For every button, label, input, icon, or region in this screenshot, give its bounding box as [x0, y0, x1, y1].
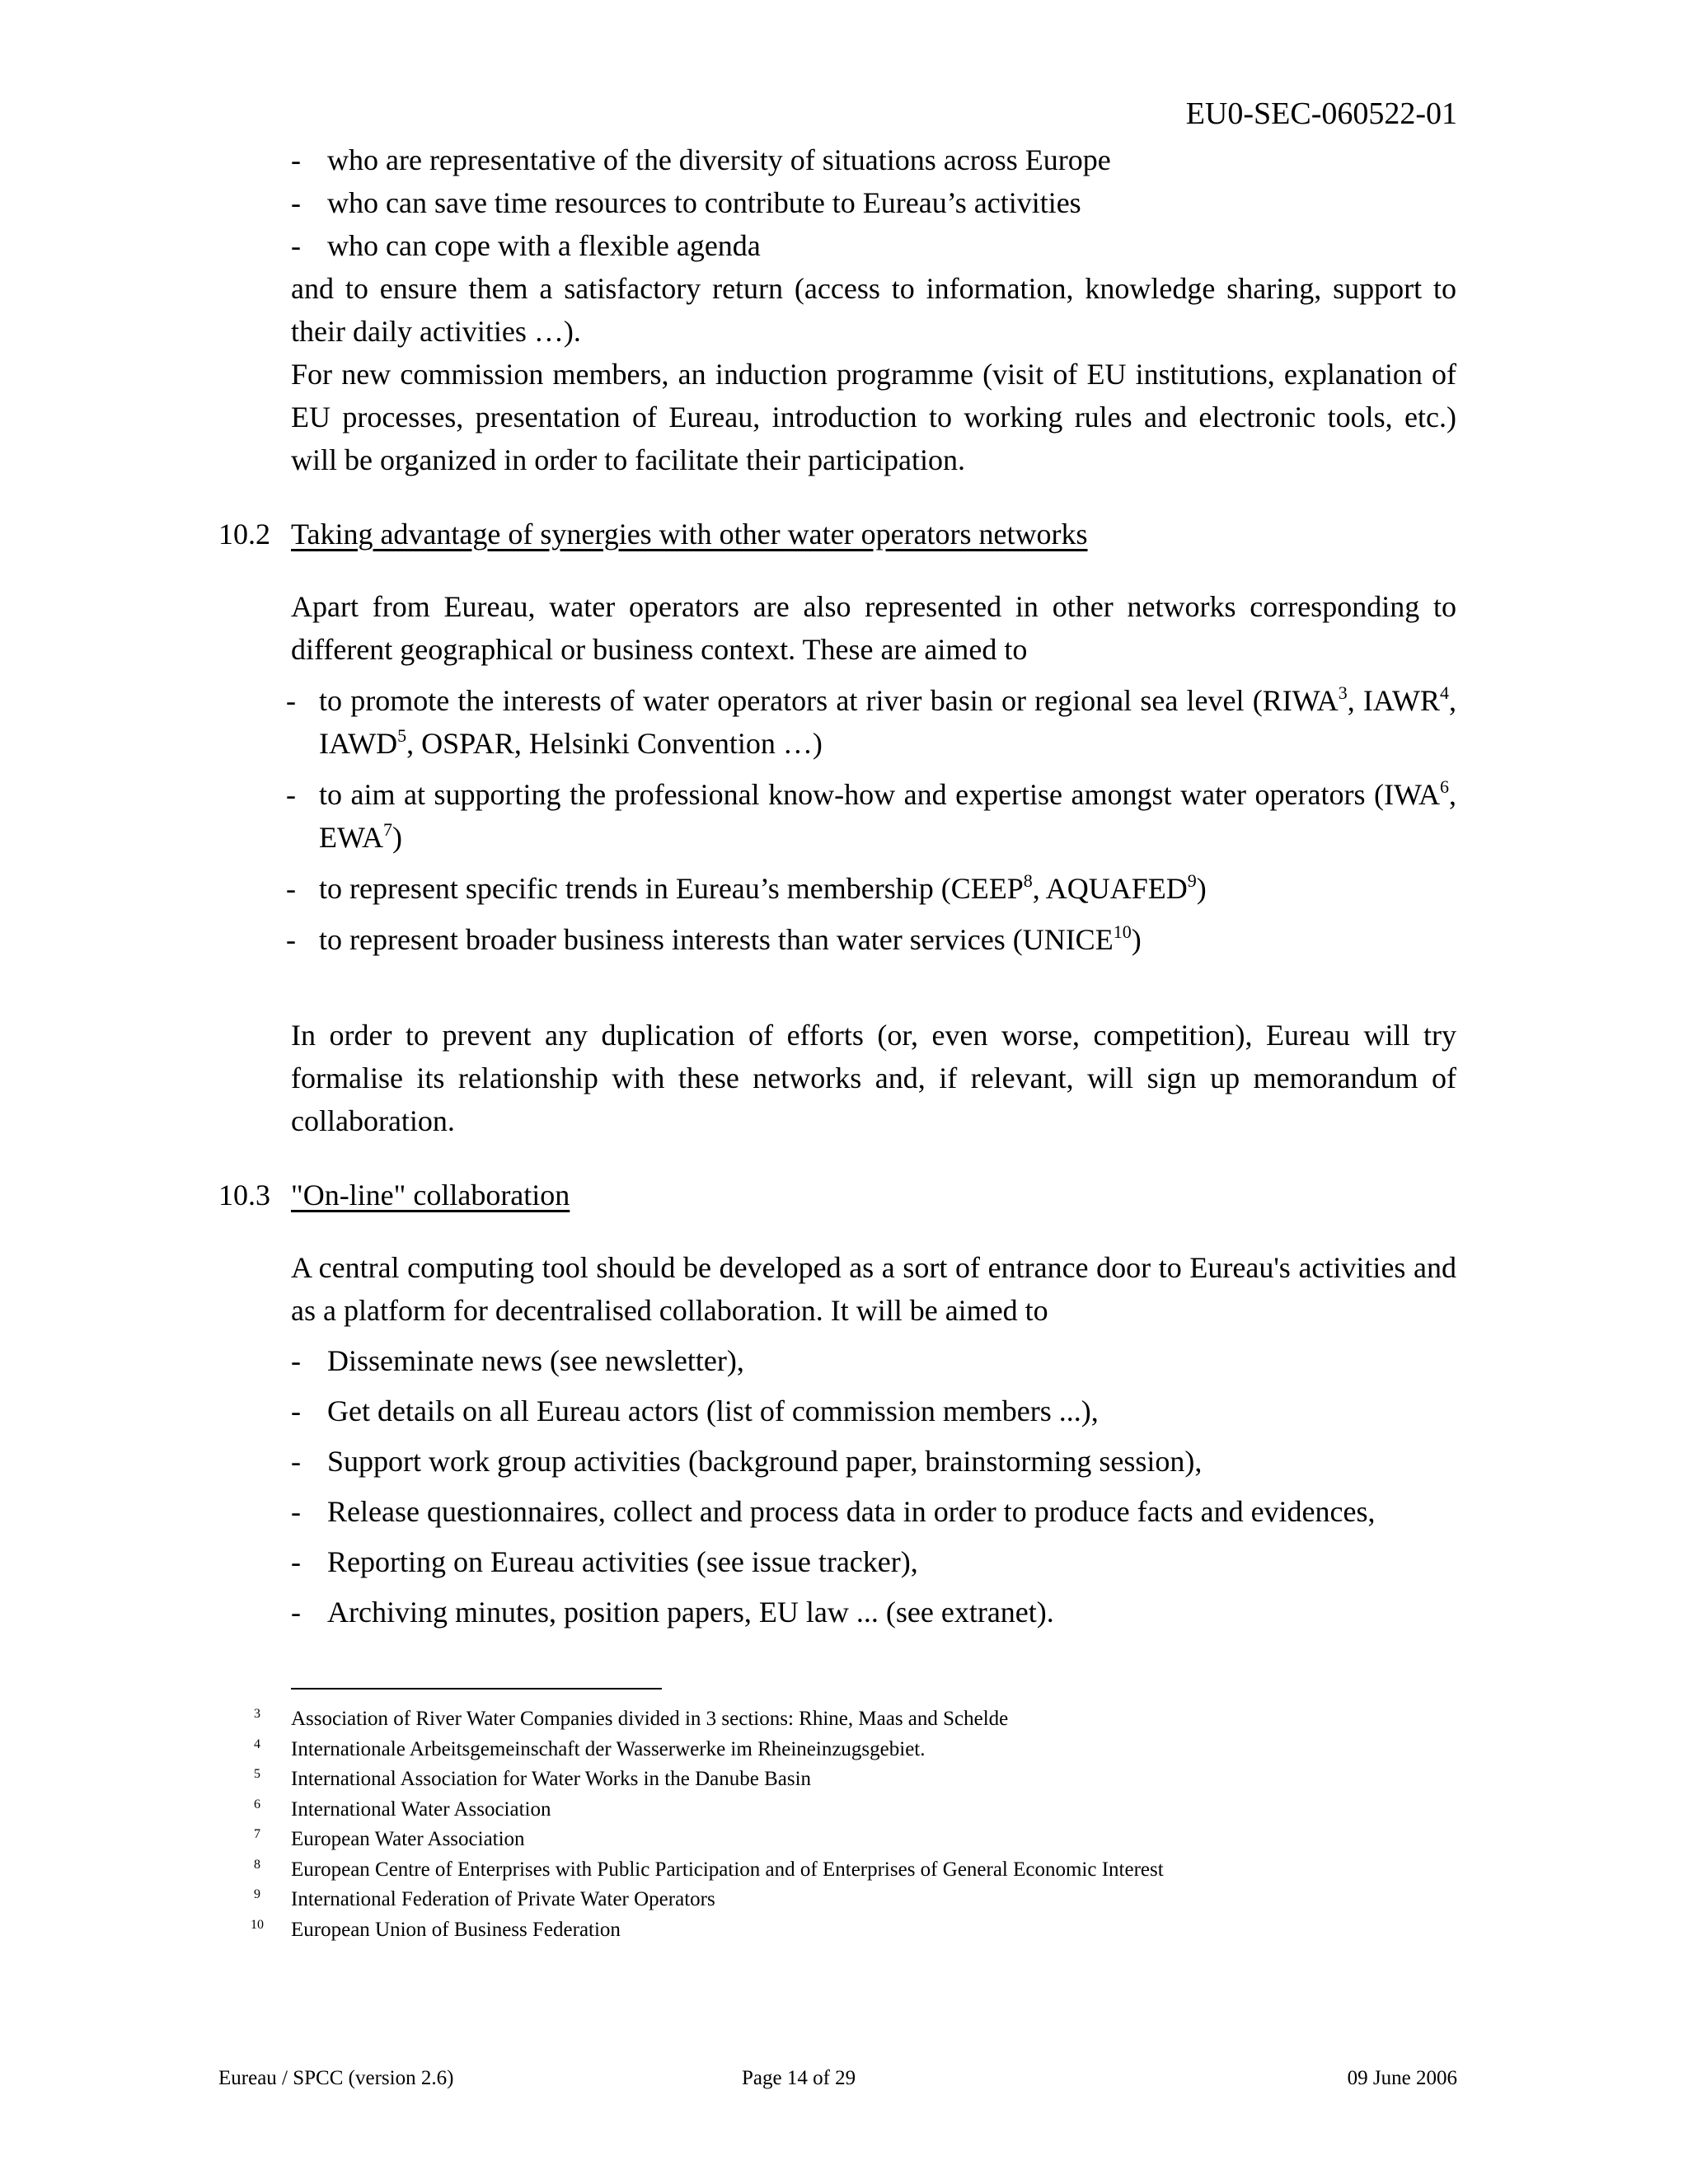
footnote-ref: 3: [1338, 682, 1348, 703]
footnote-ref: 10: [1113, 921, 1132, 942]
networks-list: [286, 679, 1457, 961]
footnote: [247, 1885, 1164, 1915]
list-item-text: Get details on all Eureau actors (list of commission members ...),: [327, 1394, 1099, 1427]
document-id: EU0-SEC-060522-01: [1185, 96, 1457, 131]
list-item: [291, 1440, 1456, 1483]
list-item-text: Release questionnaires, collect and process data in order to produce facts and evidences,: [327, 1495, 1376, 1528]
footnote-ref: 4: [1440, 682, 1450, 703]
footnote-number: 7: [254, 1827, 260, 1841]
footnote: [247, 1795, 1164, 1825]
list-item-text: who can cope with a flexible agenda: [327, 229, 761, 262]
dash-bullet: -: [291, 1344, 301, 1377]
list-item-text: Archiving minutes, position papers, EU law ... (see extranet).: [327, 1596, 1054, 1629]
footnote-ref: 6: [1440, 776, 1449, 797]
dash-bullet: -: [291, 143, 301, 176]
footnote-ref: 7: [382, 819, 392, 840]
list-item: [291, 1390, 1456, 1432]
footnote-ref: 8: [1023, 870, 1033, 891]
section-title: Taking advantage of synergies with other water operators networks: [291, 518, 1088, 551]
footnote: [247, 1735, 1164, 1765]
list-item-text: who are representative of the diversity of situations across Europe: [327, 143, 1111, 176]
intro-list: [291, 138, 1456, 267]
dash-bullet: -: [291, 1596, 301, 1629]
footnote: [247, 1825, 1164, 1855]
footnote: [247, 1915, 1164, 1946]
section-number: 10.3: [218, 1179, 270, 1212]
list-item-text: to promote the interests of water operators at river basin or regional sea level (RIWA$^3$, IAWR$^4$, IAWD$^5$, OSPAR, Helsinki Convention …): [319, 682, 1457, 760]
list-item: [291, 1540, 1456, 1583]
footnote: [247, 1855, 1164, 1886]
footnote: [247, 1765, 1164, 1795]
list-item: [291, 1591, 1456, 1633]
list-item-text: Support work group activities (background paper, brainstorming session),: [327, 1445, 1203, 1478]
list-item: [291, 138, 1456, 181]
footnote-text: Association of River Water Companies divided in 3 sections: Rhine, Maas and Schelde: [291, 1708, 1009, 1730]
footer-page-number: Page 14 of 29: [742, 2067, 856, 2089]
footnote-ref: 5: [397, 725, 407, 746]
section-title: "On-line" collaboration: [291, 1179, 570, 1212]
dash-bullet: -: [286, 778, 296, 811]
section-10-2-closing: In order to prevent any duplication of efforts (or, even worse, competition), Eureau will try formalise its relationship with these networks and, if relevant, will sign up memorandum of collaboration.: [291, 1019, 1456, 1137]
dash-bullet: -: [291, 1545, 301, 1578]
dash-bullet: -: [286, 684, 296, 717]
section-number: 10.2: [218, 518, 270, 551]
footnote-number: 9: [254, 1887, 260, 1901]
list-item: [286, 679, 1457, 765]
dash-bullet: -: [291, 1445, 301, 1478]
paragraph-induction: For new commission members, an induction programme (visit of EU institutions, explanation of EU processes, presentation of Eureau, introduction to working rules and electronic tools, etc.) will be organized in order to facilitate their participation.: [291, 358, 1456, 476]
footer-document-version: Eureau / SPCC (version 2.6): [218, 2067, 454, 2089]
list-item-text: to aim at supporting the professional know-how and expertise amongst water operators (IWA$^6$, EWA$^7$): [319, 776, 1456, 854]
dash-bullet: -: [291, 1495, 301, 1528]
footnote-number: 10: [251, 1917, 264, 1932]
footnote-number: 6: [254, 1797, 260, 1811]
dash-bullet: -: [291, 1394, 301, 1427]
dash-bullet: -: [291, 229, 301, 262]
footnote-text: International Association for Water Works in the Danube Basin: [291, 1768, 812, 1790]
list-item: [291, 1490, 1456, 1533]
list-item: [291, 1339, 1456, 1382]
list-item-text: to represent broader business interests than water services (UNICE$^{10}$): [319, 921, 1142, 956]
footnote-text: European Union of Business Federation: [291, 1918, 621, 1941]
online-tool-list: [291, 1339, 1456, 1633]
footnote: [247, 1704, 1164, 1735]
footnote-number: 4: [254, 1736, 260, 1751]
dash-bullet: -: [286, 923, 296, 956]
footnote-number: 5: [254, 1767, 260, 1781]
footnotes: [247, 1704, 1164, 1945]
footnote-text: International Water Association: [291, 1797, 551, 1821]
dash-bullet: -: [286, 872, 296, 905]
footnote-ref: 9: [1187, 870, 1197, 891]
footnote-text: International Federation of Private Water Operators: [291, 1888, 715, 1910]
footnote-number: 8: [254, 1857, 260, 1872]
list-item-text: to represent specific trends in Eureau’s membership (CEEP$^8$, AQUAFED$^9$): [319, 870, 1207, 905]
list-item: [286, 867, 1456, 910]
list-item: [286, 773, 1456, 859]
section-10-3-intro: A central computing tool should be developed as a sort of entrance door to Eureau's activities and as a platform for decentralised collaboration. It will be aimed to: [291, 1251, 1456, 1327]
section-heading-10-2: [218, 513, 1456, 555]
footnote-text: European Centre of Enterprises with Public Participation and of Enterprises of General Economic Interest: [291, 1858, 1164, 1881]
list-item: [291, 224, 1456, 267]
section-10-2-intro: Apart from Eureau, water operators are also represented in other networks corresponding to different geographical or business context. These are aimed to: [291, 590, 1456, 666]
dash-bullet: -: [291, 186, 301, 219]
list-item: [286, 918, 1456, 961]
page-body: [218, 138, 1457, 1633]
list-item-text: Disseminate news (see newsletter),: [327, 1344, 744, 1377]
footnote-text: European Water Association: [291, 1828, 525, 1850]
footnote-separator: [291, 1688, 662, 1690]
section-heading-10-3: [218, 1174, 1456, 1216]
footnote-number: 3: [254, 1707, 260, 1721]
list-item-text: who can save time resources to contribute to Eureau’s activities: [327, 186, 1081, 219]
list-item-text: Reporting on Eureau activities (see issue tracker),: [327, 1545, 918, 1578]
footer-date: 09 June 2006: [1347, 2067, 1457, 2089]
paragraph-return: and to ensure them a satisfactory return (access to information, knowledge sharing, support to their daily activities …).: [291, 272, 1456, 348]
list-item: [291, 181, 1456, 224]
footnote-text: Internationale Arbeitsgemeinschaft der Wasserwerke im Rheineinzugsgebiet.: [291, 1737, 926, 1760]
